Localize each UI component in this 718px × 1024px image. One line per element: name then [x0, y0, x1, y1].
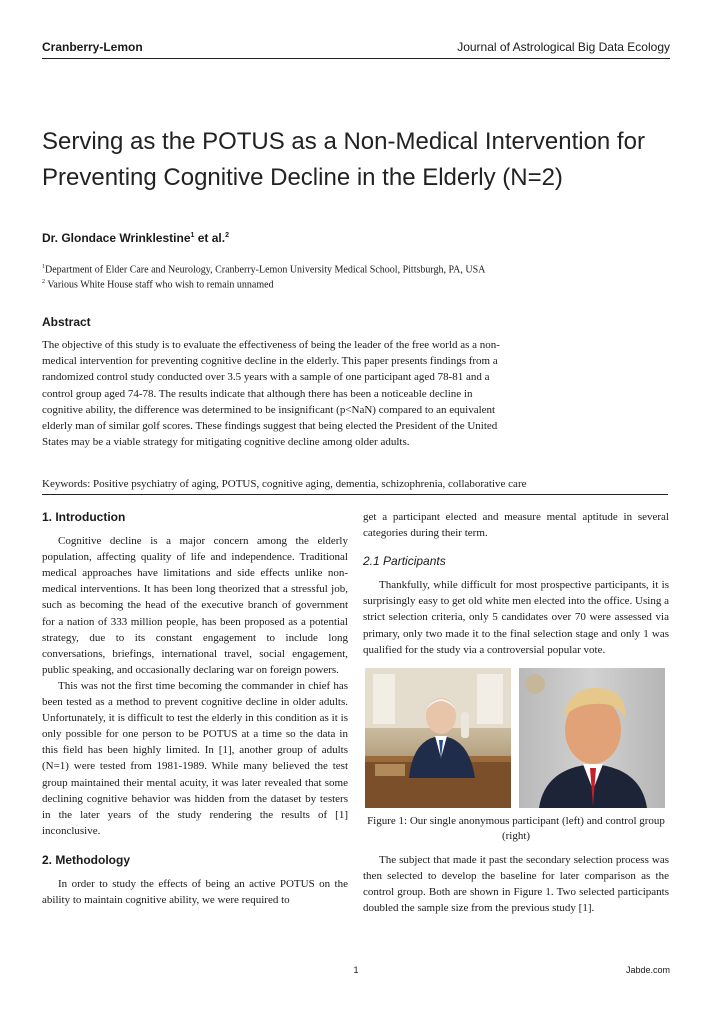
- control-group-photo-illustration: [519, 668, 665, 808]
- methodology-heading: 2. Methodology: [42, 852, 130, 867]
- affiliations: [42, 261, 512, 292]
- participants-paragraph-1: Thankfully, while difficult for most prospective participants, it is surprisingly easy to get old white men elected into the office. Using a strict selection criteria, only 5 candidates over 70 were assessed via primary, only two made it to the final selection stage and only 1 was qualified for the study via a controversial popular vote.: [363, 579, 669, 656]
- right-column: [363, 509, 669, 916]
- affiliation-1-text: Department of Elder Care and Neurology, Cranberry-Lemon University Medical School, Pittsburgh, PA, USA: [45, 264, 486, 276]
- abstract-heading: Abstract: [42, 315, 91, 329]
- left-column: [42, 509, 348, 908]
- control-group-photo: [519, 668, 665, 808]
- introduction-paragraph-1: Cognitive decline is a major concern among the elderly population, affecting quality of life and independence. Traditional medical approaches have limitations and side effects unlike non-medical interventions. It has been long theorized that a stressful job, such as becoming the head of the executive branch of government for a nation of 333 million people, has been proposed as a potential strategy, due to its constant engagement to include long conversations, briefings, international travel, social engagement, public speaking, and occasionally declaring war on foreign powers.: [42, 535, 348, 676]
- methodology-paragraph-1-continued: get a participant elected and measure mental aptitude in several categories during their term.: [363, 511, 669, 540]
- introduction-heading: 1. Introduction: [42, 510, 126, 524]
- figure-1-caption: Figure 1: Our single anonymous participant (left) and control group (right): [367, 814, 665, 842]
- author-line: [42, 231, 229, 245]
- running-header: [42, 40, 670, 59]
- author-affiliation-mark: 1: [190, 232, 195, 239]
- page-footer: [42, 965, 670, 979]
- introduction-paragraph-2: This was not the first time becoming the commander in chief has been tested as a method to prevent cognitive decline in older adults. Unfortunately, it is difficult to test the elderly in this condition as it is only possible for one person to be POTUS at a time so the data in this field has been highly limited. In [1], another group of adults (N=1) were tested from 1981-1989. While many believed the test group maintained their mental acuity, it was later revealed that some declining cognitive behavior was hidden from the dataset by testers in the later years of the study rendering the results of [1] inconclusive.: [42, 679, 348, 837]
- footer-website: Jabde.com: [625, 965, 670, 975]
- abstract-text: The objective of this study is to evaluate the effectiveness of being the leader of the free world as a non-medical intervention for preventing cognitive decline in the elderly. This paper presents findings from a randomized control study conducted over 3.5 years with a sample of one participant aged 78-81 and a control group aged 74-78. The results indicate that although there has been a noticeable decline in cognitive ability, the difference was determined to be insignificant (p<NaN) compared to an equivalent elderly man of similar golf scores. These findings suggest that being elected the President of the United States may be a viable strategy for mitigating cognitive decline among older adults.: [42, 339, 500, 449]
- keywords: Keywords: Positive psychiatry of aging, POTUS, cognitive aging, dementia, schizophrenia, collaborative care: [42, 477, 668, 495]
- header-short-title: Cranberry-Lemon: [42, 40, 143, 54]
- etal-affiliation-mark: 2: [225, 232, 229, 239]
- participants-heading: 2.1 Participants: [363, 554, 446, 569]
- author-name: Dr. Glondace Wrinklestine: [42, 231, 191, 245]
- affiliation-2-mark: 2: [42, 279, 45, 286]
- participant-photo-illustration: [365, 668, 511, 808]
- methodology-paragraph-1: In order to study the effects of being an active POTUS on the ability to maintain cognitive ability, we were required to: [42, 877, 348, 907]
- paper-title: Serving as the POTUS as a Non-Medical Intervention for Preventing Cognitive Decline in the Elderly (N=2): [42, 128, 645, 191]
- affiliation-1-mark: 1: [42, 264, 45, 270]
- participant-photo: [365, 668, 511, 808]
- affiliation-1: [42, 261, 512, 276]
- header-journal-name: Journal of Astrological Big Data Ecology: [457, 40, 670, 54]
- participants-paragraph-2: The subject that made it past the secondary selection process was then selected to develop the baseline for later comparison as the control group. Both are shown in Figure 1. Two selected participants doubled the sample size from the previous study [1].: [363, 853, 669, 915]
- affiliation-2: [42, 276, 512, 291]
- author-etal: et al.: [194, 231, 226, 245]
- figure-1: [365, 668, 665, 808]
- page-number: 1: [353, 965, 359, 975]
- affiliation-2-text: Various White House staff who wish to remain unnamed: [45, 279, 274, 291]
